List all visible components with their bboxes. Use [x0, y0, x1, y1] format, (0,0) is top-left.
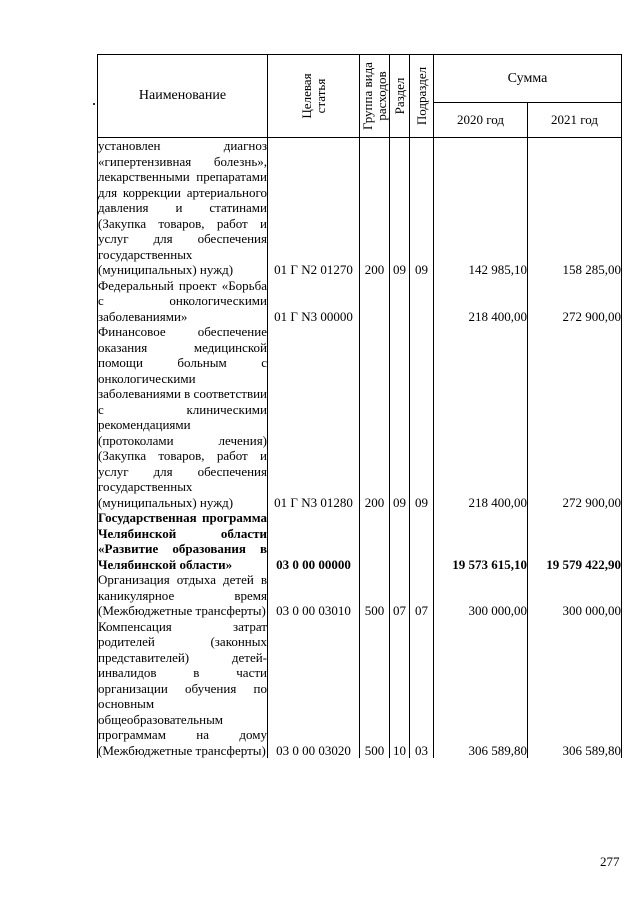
- row-sum-2021: 158 285,00: [528, 138, 622, 278]
- header-sum: Сумма: [434, 55, 622, 103]
- table-row: [98, 278, 622, 325]
- row-expense-group: [360, 510, 390, 572]
- header-row: [98, 55, 622, 103]
- row-section: [390, 510, 410, 572]
- row-name: Государственная программа Челябинской области «Развитие образования в Челябинской области»: [98, 510, 267, 572]
- row-section: 09: [390, 324, 410, 510]
- row-target-article: 01 Г N3 00000: [268, 278, 360, 325]
- row-name: Компенсация затрат родителей (законных представителей) детей-инвалидов в части организации обучения по основным общеобразовательным программам на дому (Межбюджетные трансферты): [98, 618, 267, 758]
- row-section: [390, 278, 410, 325]
- header-name: Наименование: [98, 55, 268, 138]
- table-row: [98, 138, 622, 278]
- header-section: Раздел: [390, 55, 410, 138]
- header-year-2020: 2020 год: [434, 102, 528, 137]
- row-name: установлен диагноз «гипертензивная болезнь», лекарственными препаратами для коррекции артериального давления и статинами (Закупка товаров, работ и услуг для обеспечения государственных (муниципальных) нужд): [98, 138, 267, 277]
- row-section: 09: [390, 138, 410, 278]
- row-target-article: 01 Г N3 01280: [268, 324, 360, 510]
- row-name: Финансовое обеспечение оказания медицинской помощи больным с онкологическими заболеваниями в соответствии с клиническими рекомендациями (протоколами лечения) (Закупка товаров, работ и услуг для обеспечения государственных (муниципальных) нужд): [98, 324, 268, 510]
- row-sum-2020: 300 000,00: [434, 572, 528, 619]
- table-row: [98, 324, 622, 510]
- row-subsection: [410, 510, 434, 572]
- row-subsection: [410, 278, 434, 325]
- row-subsection: 03: [410, 619, 434, 759]
- margin-mark: [93, 103, 95, 105]
- row-subsection: 07: [410, 572, 434, 619]
- row-target-article: 03 0 00 03020: [268, 619, 360, 759]
- row-sum-2020: 218 400,00: [434, 278, 528, 325]
- row-section: 10: [390, 619, 410, 759]
- table-row: [98, 510, 622, 572]
- row-sum-2021: 306 589,80: [528, 619, 622, 759]
- budget-table: [97, 54, 622, 758]
- row-expense-group: 500: [360, 572, 390, 619]
- row-sum-2021: 300 000,00: [528, 572, 622, 619]
- table-row: [98, 619, 622, 759]
- row-sum-2021: 272 900,00: [528, 324, 622, 510]
- row-sum-2021: 272 900,00: [528, 278, 622, 325]
- row-target-article: 03 0 00 03010: [268, 572, 360, 619]
- row-sum-2020: 306 589,80: [434, 619, 528, 759]
- header-year-2021: 2021 год: [528, 102, 622, 137]
- row-name: Федеральный проект «Борьба с онкологическими заболеваниями»: [98, 277, 267, 324]
- header-subsection: Подраздел: [410, 55, 434, 138]
- row-sum-2020: 142 985,10: [434, 138, 528, 278]
- header-expense-group: Группа вида расходов: [360, 55, 390, 138]
- row-sum-2021: 19 579 422,90: [528, 510, 622, 572]
- row-subsection: 09: [410, 138, 434, 278]
- row-expense-group: 200: [360, 324, 390, 510]
- row-subsection: 09: [410, 324, 434, 510]
- row-expense-group: 200: [360, 138, 390, 278]
- row-section: 07: [390, 572, 410, 619]
- row-expense-group: [360, 278, 390, 325]
- table-row: [98, 572, 622, 619]
- row-target-article: 03 0 00 00000: [268, 510, 360, 572]
- row-expense-group: 500: [360, 619, 390, 759]
- row-target-article: 01 Г N2 01270: [268, 138, 360, 278]
- row-sum-2020: 218 400,00: [434, 324, 528, 510]
- row-name: Организация отдыха детей в каникулярное время (Межбюджетные трансферты): [98, 572, 267, 618]
- page-number: 277: [600, 854, 620, 869]
- header-target-article: Целевая статья: [268, 55, 360, 138]
- row-sum-2020: 19 573 615,10: [434, 510, 528, 572]
